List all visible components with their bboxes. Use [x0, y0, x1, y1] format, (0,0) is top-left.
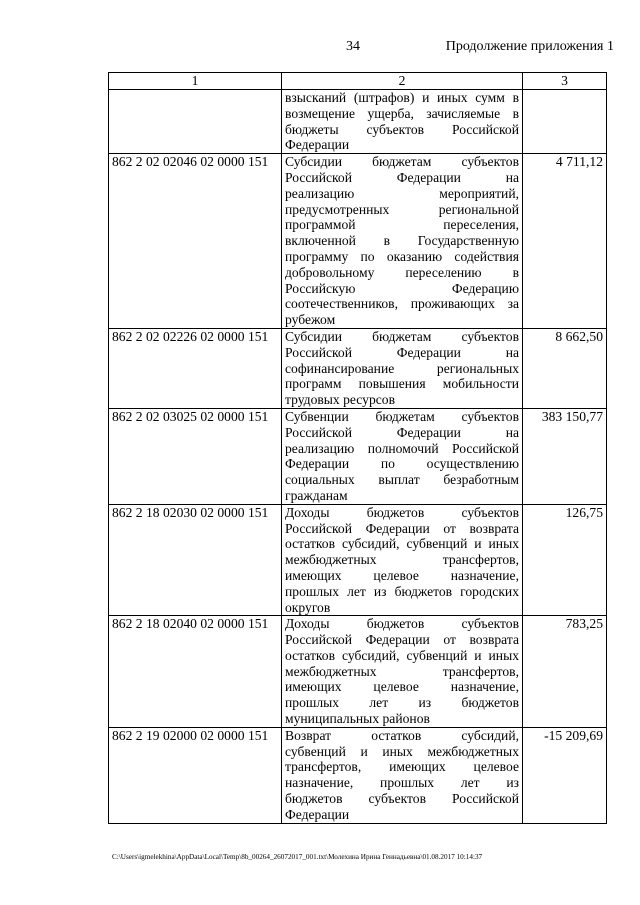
- budget-code-cell: 862 2 18 02040 02 0000 151: [109, 616, 282, 728]
- amount-cell: 126,75: [523, 504, 607, 616]
- table-body: [109, 90, 607, 824]
- budget-code-cell: 862 2 18 02030 02 0000 151: [109, 504, 282, 616]
- description-line: Субвенции бюджетам субъектов: [285, 408, 519, 424]
- description-line: межбюджетных трансфертов,: [285, 552, 519, 568]
- column-header-3: 3: [523, 73, 607, 90]
- column-header-2: 2: [282, 73, 523, 90]
- amount-cell: 8 662,50: [523, 328, 607, 408]
- description-line: имеющих целевое назначение,: [285, 679, 519, 695]
- description-line: предусмотренных региональной: [285, 201, 519, 217]
- description-cell: [282, 154, 523, 329]
- description-cell: [282, 328, 523, 408]
- description-line: Доходы бюджетов субъектов: [285, 616, 519, 632]
- description-line: софинансирование региональных: [285, 360, 519, 376]
- description-cell: [282, 727, 523, 823]
- description-line: трудовых ресурсов: [285, 392, 395, 408]
- description-line: программу по оказанию содействия: [285, 248, 519, 264]
- description-line: рубежом: [285, 312, 336, 328]
- column-header-1: 1: [109, 73, 282, 90]
- description-cell: [282, 616, 523, 728]
- description-line: межбюджетных трансфертов,: [285, 663, 519, 679]
- budget-table: [108, 72, 607, 824]
- description-line: социальных выплат безработным: [285, 472, 519, 488]
- description-line: имеющих целевое назначение,: [285, 567, 519, 583]
- description-line: Российской Федерации от возврата: [285, 632, 519, 648]
- description-line: Российской Федерации на: [285, 344, 519, 360]
- description-line: Доходы бюджетов субъектов: [285, 504, 519, 520]
- description-line: Возврат остатков субсидий,: [285, 727, 519, 743]
- footer-file-path: C:\Users\igmelekhina\AppData\Local\Temp\8b_00264_26072017_001.txt\Молехина Ирина Геннадьевна\01.08.2017 10:14:37: [112, 853, 483, 861]
- description-line: бюджеты субъектов Российской: [285, 121, 519, 137]
- description-line: прошлых лет из бюджетов городских: [285, 583, 519, 599]
- description-line: прошлых лет из бюджетов: [285, 695, 519, 711]
- description-line: Российской Федерации на: [285, 169, 519, 185]
- budget-code-cell: 862 2 02 02046 02 0000 151: [109, 154, 282, 329]
- description-line: реализацию полномочий Российской: [285, 440, 519, 456]
- amount-cell: 4 711,12: [523, 154, 607, 329]
- amount-cell: [523, 90, 607, 154]
- description-line: трансфертов, имеющих целевое: [285, 759, 519, 775]
- description-line: Российской Федерации на: [285, 424, 519, 440]
- description-line: программ повышения мобильности: [285, 376, 519, 392]
- table-row: [109, 616, 607, 728]
- budget-code-cell: 862 2 19 02000 02 0000 151: [109, 727, 282, 823]
- description-line: соотечественников, проживающих за: [285, 296, 519, 312]
- description-cell: [282, 408, 523, 504]
- page-number: 34: [346, 39, 360, 54]
- description-line: Федерации по осуществлению: [285, 456, 519, 472]
- table-row: [109, 328, 607, 408]
- table-row: [109, 408, 607, 504]
- description-line: остатков субсидий, субвенций и иных: [285, 536, 519, 552]
- description-line: остатков субсидий, субвенций и иных: [285, 647, 519, 663]
- budget-code-cell: 862 2 02 03025 02 0000 151: [109, 408, 282, 504]
- description-line: возмещение ущерба, зачисляемые в: [285, 105, 519, 121]
- description-line: включенной в Государственную: [285, 233, 519, 249]
- description-line: субвенций и иных межбюджетных: [285, 743, 519, 759]
- description-line: бюджетов субъектов Российской: [285, 791, 519, 807]
- budget-code-cell: 862 2 02 02226 02 0000 151: [109, 328, 282, 408]
- table-row: [109, 90, 607, 154]
- description-line: Субсидии бюджетам субъектов: [285, 154, 519, 170]
- amount-cell: -15 209,69: [523, 727, 607, 823]
- description-cell: [282, 90, 523, 154]
- description-line: округов: [285, 599, 331, 615]
- continuation-label: Продолжение приложения 1: [445, 39, 614, 54]
- description-line: Российской Федерации от возврата: [285, 520, 519, 536]
- amount-cell: 383 150,77: [523, 408, 607, 504]
- description-line: Федерации: [285, 137, 350, 153]
- description-line: взысканий (штрафов) и иных сумм в: [285, 90, 519, 105]
- description-line: реализацию мероприятий,: [285, 185, 519, 201]
- description-line: Федерации: [285, 806, 350, 822]
- table-row: [109, 154, 607, 329]
- description-line: назначение, прошлых лет из: [285, 775, 519, 791]
- table-header-row: [109, 73, 607, 90]
- amount-cell: 783,25: [523, 616, 607, 728]
- description-cell: [282, 504, 523, 616]
- description-line: программой переселения,: [285, 217, 519, 233]
- table-row: [109, 504, 607, 616]
- description-line: гражданам: [285, 487, 348, 503]
- description-line: Российскую Федерацию: [285, 280, 519, 296]
- description-line: добровольному переселению в: [285, 264, 519, 280]
- budget-code-cell: [109, 90, 282, 154]
- description-line: муниципальных районов: [285, 711, 430, 727]
- table-row: [109, 727, 607, 823]
- description-line: Субсидии бюджетам субъектов: [285, 328, 519, 344]
